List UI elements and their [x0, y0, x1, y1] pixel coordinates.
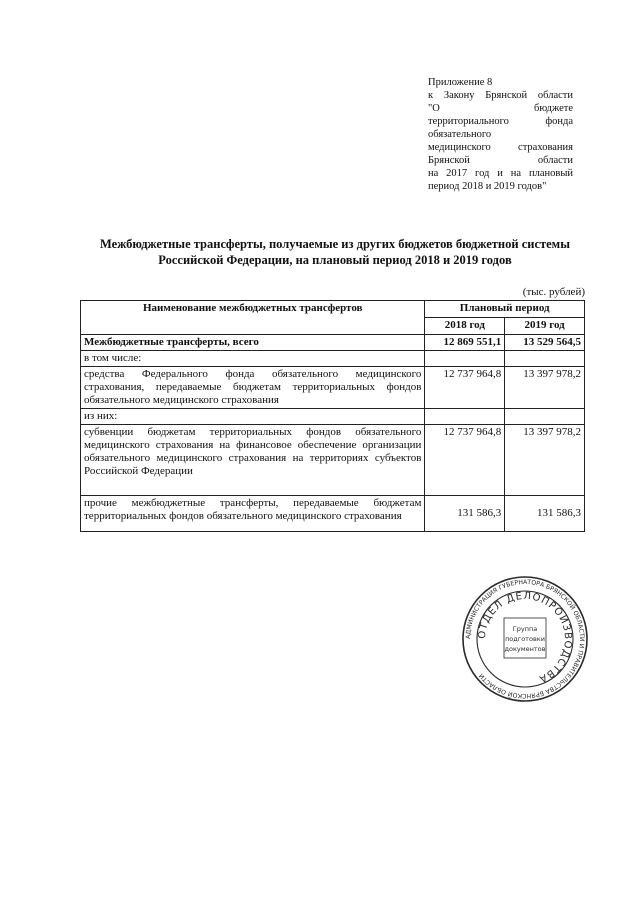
row-value-2018: 12 869 551,1: [425, 335, 505, 351]
table-row: [81, 425, 585, 496]
stamp-center-line-1: Группа: [512, 625, 538, 633]
row-value-2019: 13 397 978,2: [505, 425, 585, 496]
header-year-2018: 2018 год: [425, 318, 505, 335]
appendix-line: на 2017 год и на плановый: [428, 168, 573, 179]
row-name: субвенции бюджетам территориальных фондов обязательного медицинского страхования на финансовое обеспечение организации обязательного медицинского страхования на территориях субъектов Российской Федерации: [81, 425, 425, 496]
row-value-2019: 13 529 564,5: [505, 335, 585, 351]
table-row: [81, 351, 585, 367]
stamp-center-line-3: документов: [504, 645, 546, 653]
appendix-note: [428, 76, 573, 193]
title-line-1: Межбюджетные трансферты, получаемые из других бюджетов бюджетной системы: [100, 237, 570, 251]
appendix-line: Брянской области: [428, 155, 573, 166]
row-value-2019: [505, 351, 585, 367]
row-name: прочие межбюджетные трансферты, передаваемые бюджетам территориальных фондов обязательного медицинского страхования: [81, 496, 425, 532]
row-name: средства Федерального фонда обязательного медицинского страхования, передаваемые бюджетам территориальных фондов обязательного медицинского страхования: [81, 367, 425, 409]
transfers-table: [80, 300, 585, 532]
appendix-line: территориального фонда: [428, 116, 573, 127]
appendix-line: к Закону Брянской области: [428, 90, 573, 101]
header-year-2019: 2019 год: [505, 318, 585, 335]
row-name: Межбюджетные трансферты, всего: [81, 335, 425, 351]
appendix-line: обязательного: [428, 129, 492, 140]
header-name: Наименование межбюджетных трансфертов: [81, 301, 425, 335]
row-value-2019: [505, 409, 585, 425]
stamp-outer-text: АДМИНИСТРАЦИЯ ГУБЕРНАТОРА БРЯНСКОЙ ОБЛАСТИ И ПРАВИТЕЛЬСТВА БРЯНСКОЙ ОБЛАСТИ: [464, 578, 586, 700]
appendix-line: медицинского страхования: [428, 142, 573, 153]
row-value-2018: [425, 351, 505, 367]
table-row: [81, 409, 585, 425]
header-row: [81, 301, 585, 318]
title-line-2: Российской Федерации, на плановый период 2018 и 2019 годов: [158, 253, 512, 267]
header-period: Плановый период: [425, 301, 585, 318]
official-stamp: [460, 574, 590, 704]
table-row: [81, 367, 585, 409]
row-value-2019: 131 586,3: [505, 496, 585, 532]
appendix-line: период 2018 и 2019 годов": [428, 181, 547, 192]
document-title: [80, 236, 590, 268]
stamp-center-line-2: подготовки: [505, 635, 545, 643]
table-row: [81, 335, 585, 351]
row-value-2018: [425, 409, 505, 425]
row-value-2018: 12 737 964,8: [425, 367, 505, 409]
row-value-2019: 13 397 978,2: [505, 367, 585, 409]
appendix-line: "О бюджете: [428, 103, 573, 114]
appendix-line: Приложение 8: [428, 77, 493, 88]
row-value-2018: 131 586,3: [425, 496, 505, 532]
row-name: из них:: [81, 409, 425, 425]
row-name: в том числе:: [81, 351, 425, 367]
row-value-2018: 12 737 964,8: [425, 425, 505, 496]
table-row: [81, 496, 585, 532]
unit-label: (тыс. рублей): [522, 286, 585, 298]
stamp-inner-text: ОТДЕЛ ДЕЛОПРОИЗВОДСТВА: [476, 590, 574, 685]
